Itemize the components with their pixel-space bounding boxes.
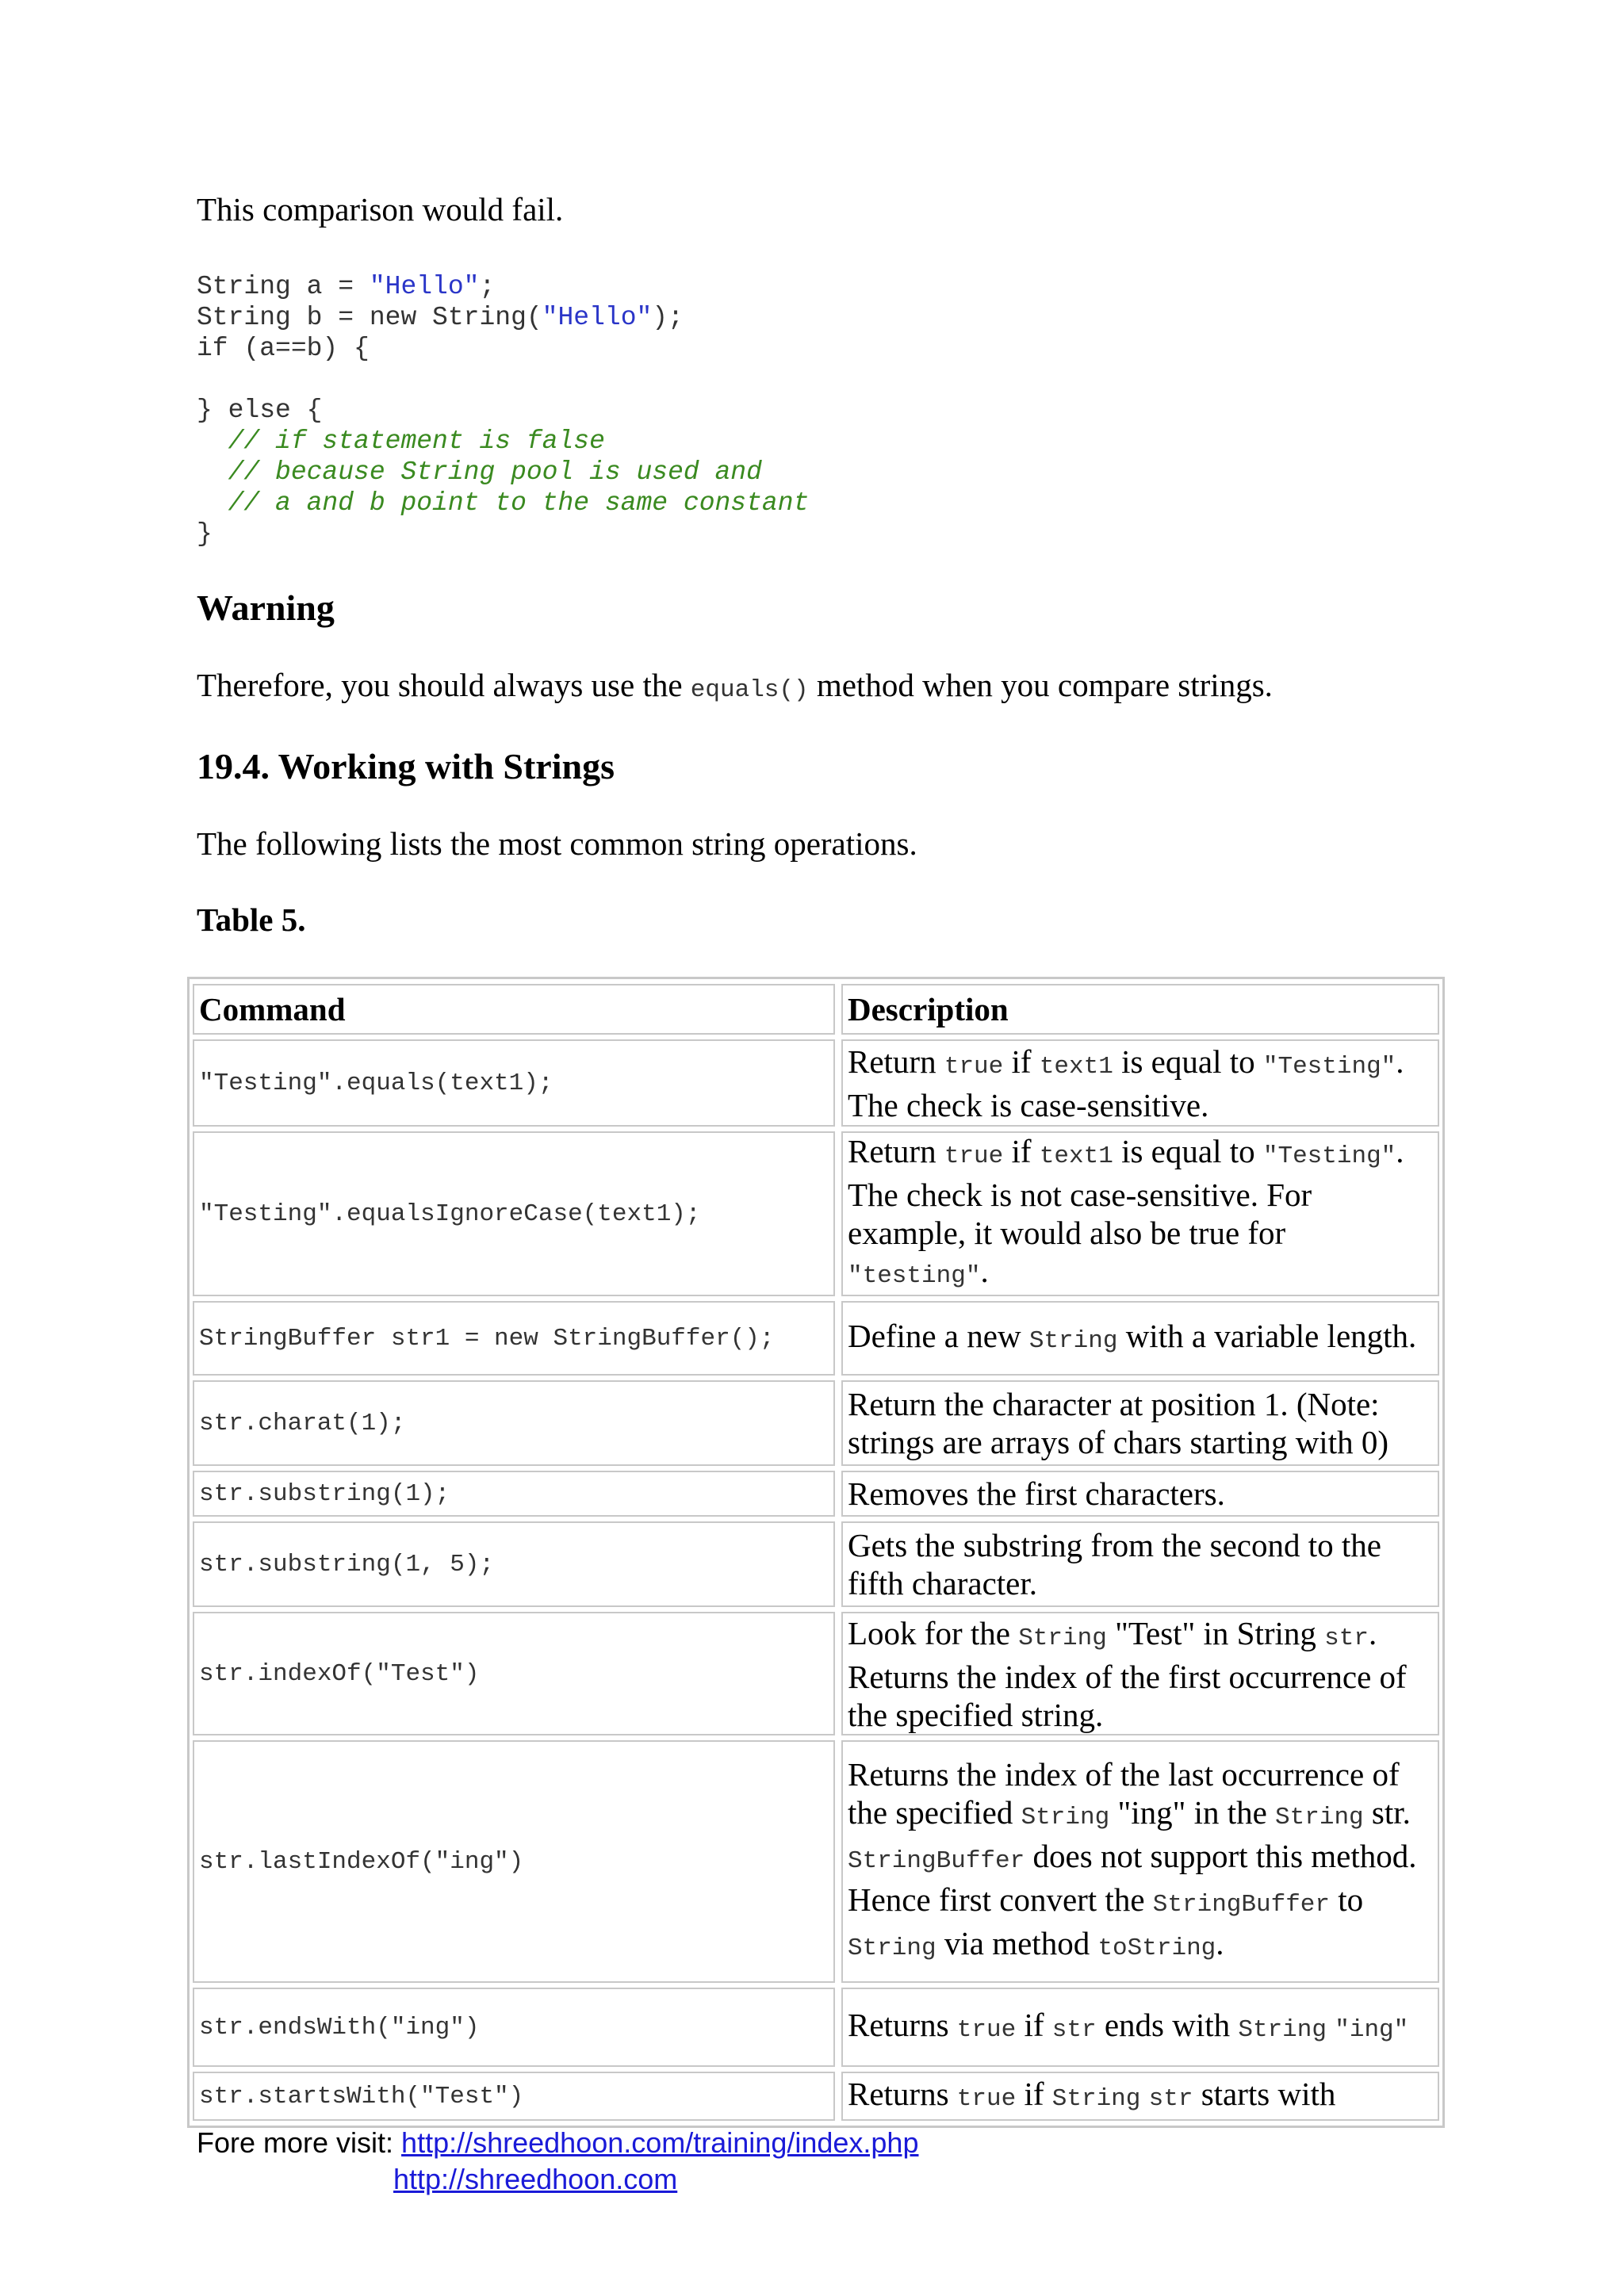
description-text: [848, 2006, 1408, 2049]
description-cell: [841, 1740, 1439, 1983]
command-cell: str.charat(1);: [193, 1380, 835, 1466]
table-row: [193, 1039, 1439, 1127]
command-cell: str.lastIndexOf("ing"): [193, 1740, 835, 1983]
table-row: [193, 1612, 1439, 1735]
description-text: [848, 1385, 1433, 1461]
command-cell: str.indexOf("Test"): [193, 1612, 835, 1735]
warning-paragraph: [197, 666, 1273, 704]
description-cell: [841, 1471, 1439, 1517]
section-intro: The following lists the most common string operations.: [197, 825, 917, 862]
table-caption: Table 5.: [197, 901, 306, 938]
inline-code: true: [956, 2084, 1017, 2113]
description-segment: . Returns the index of the first occurrence of the specified string.: [848, 1614, 1407, 1733]
code-comment: // a and b point to the same constant: [197, 488, 810, 518]
description-segment: if: [1016, 2075, 1052, 2112]
description-segment: Gets the substring from the second to the fifth character.: [848, 1527, 1381, 1601]
description-segment: str.: [1363, 1794, 1411, 1831]
command-cell: StringBuffer str1 = new StringBuffer();: [193, 1301, 835, 1376]
description-segment: ends with: [1096, 2006, 1239, 2043]
table-row: [193, 1301, 1439, 1376]
description-segment: .: [1216, 1925, 1224, 1961]
inline-code: text1: [1039, 1052, 1113, 1081]
description-text: [848, 1614, 1433, 1734]
description-segment: [1140, 2076, 1148, 2112]
inline-code: String: [1018, 1624, 1107, 1652]
description-segment: is equal to: [1113, 1043, 1263, 1080]
description-segment: if: [1003, 1043, 1040, 1080]
inline-code: "Testing": [1262, 1142, 1396, 1170]
warning-text: Therefore, you should always use the: [197, 667, 691, 703]
command-cell: str.startsWith("Test"): [193, 2072, 835, 2121]
description-segment: Return: [848, 1043, 944, 1080]
inline-code: "Testing": [1262, 1052, 1396, 1081]
inline-code: true: [944, 1142, 1004, 1170]
inline-code: str: [1148, 2084, 1193, 2113]
table-row: [193, 1131, 1439, 1296]
table-row: [193, 1471, 1439, 1517]
description-segment: starts with: [1193, 2075, 1336, 2112]
warning-text: method when you compare strings.: [808, 667, 1273, 703]
description-text: [848, 1755, 1433, 1968]
description-text: [848, 2075, 1335, 2118]
command-cell: str.substring(1);: [193, 1471, 835, 1517]
intro-paragraph: This comparison would fail.: [197, 191, 564, 228]
command-cell: "Testing".equals(text1);: [193, 1039, 835, 1127]
table-row: [193, 2072, 1439, 2121]
description-text: [848, 1526, 1433, 1602]
description-segment: Removes the first characters.: [848, 1475, 1225, 1512]
inline-code: str: [1324, 1624, 1369, 1652]
description-segment: Define a new: [848, 1317, 1029, 1354]
description-cell: [841, 1039, 1439, 1127]
description-segment: Return the character at position 1. (Note: strings are arrays of chars starting with 0): [848, 1386, 1388, 1460]
inline-code: true: [944, 1052, 1004, 1081]
table-header-row: [193, 984, 1439, 1035]
string-operations-table: [187, 977, 1445, 2128]
table-row: [193, 1740, 1439, 1983]
code-text: } else {: [197, 396, 323, 425]
description-text: [848, 1132, 1433, 1295]
description-segment: to: [1330, 1881, 1364, 1918]
inline-code: StringBuffer: [848, 1847, 1025, 1875]
command-cell: "Testing".equalsIgnoreCase(text1);: [193, 1131, 835, 1296]
footer-link-training[interactable]: http://shreedhoon.com/training/index.php: [401, 2126, 919, 2159]
code-text: );: [652, 303, 684, 332]
description-segment: Returns: [848, 2006, 957, 2043]
description-cell: [841, 1521, 1439, 1607]
description-segment: if: [1016, 2006, 1052, 2043]
description-cell: [841, 1380, 1439, 1466]
description-cell: [841, 1131, 1439, 1296]
footer-label: Fore more visit:: [197, 2126, 402, 2159]
description-segment: does not support this method. Hence first convert the: [848, 1838, 1417, 1918]
section-heading: 19.4. Working with Strings: [197, 746, 615, 786]
description-segment: Returns the index of the last occurrence of the specified: [848, 1756, 1400, 1831]
header-command: Command: [193, 984, 835, 1035]
inline-code: String: [1028, 1326, 1118, 1355]
inline-code: String: [1021, 1804, 1110, 1831]
footer: [197, 2125, 918, 2198]
description-segment: Look for the: [848, 1614, 1019, 1651]
inline-code: equals(): [690, 676, 809, 704]
description-text: [848, 1317, 1416, 1360]
description-segment: if: [1003, 1133, 1040, 1169]
description-segment: Return: [848, 1133, 944, 1169]
inline-code: String: [1275, 1804, 1364, 1831]
code-text: if (a==b) {: [197, 334, 370, 363]
inline-code: str: [1051, 2015, 1097, 2044]
inline-code: text1: [1039, 1142, 1113, 1170]
description-segment: is equal to: [1113, 1133, 1263, 1169]
table-row: [193, 1988, 1439, 2067]
inline-code: String: [1051, 2084, 1141, 2113]
code-comment: // if statement is false: [197, 427, 605, 456]
code-text: }: [197, 519, 213, 549]
description-segment: .: [980, 1253, 989, 1289]
code-block: [197, 271, 809, 549]
table-row: [193, 1380, 1439, 1466]
description-cell: [841, 1301, 1439, 1376]
header-description: Description: [841, 984, 1439, 1035]
description-text: [848, 1475, 1225, 1513]
code-string: "Hello": [369, 272, 480, 301]
description-segment: with a variable length.: [1117, 1317, 1417, 1354]
description-segment: via method: [936, 1925, 1098, 1961]
code-text: ;: [479, 272, 496, 301]
inline-code: "ing": [1335, 2015, 1409, 2044]
inline-code: true: [956, 2015, 1017, 2044]
footer-link-home[interactable]: http://shreedhoon.com: [393, 2163, 678, 2195]
inline-code: toString: [1097, 1934, 1216, 1962]
inline-code: String: [1238, 2015, 1327, 2044]
table-row: [193, 1521, 1439, 1607]
description-segment: "Test" in String: [1106, 1614, 1325, 1651]
description-segment: . The check is not case-sensitive. For example, it would also be true for: [848, 1133, 1404, 1251]
inline-code: String: [848, 1934, 936, 1962]
command-cell: str.endsWith("ing"): [193, 1988, 835, 2067]
description-cell: [841, 2072, 1439, 2121]
description-text: [848, 1043, 1433, 1124]
description-segment: Returns: [848, 2075, 957, 2112]
description-segment: . The check is case-sensitive.: [848, 1043, 1404, 1123]
description-segment: "ing" in the: [1109, 1794, 1276, 1831]
warning-heading: Warning: [197, 587, 335, 628]
description-cell: [841, 1988, 1439, 2067]
code-string: "Hello": [542, 303, 653, 332]
code-comment: // because String pool is used and: [197, 457, 762, 487]
code-text: String b = new String(: [197, 303, 542, 332]
description-segment: [1327, 2007, 1335, 2043]
inline-code: "testing": [848, 1262, 981, 1290]
code-text: String a =: [197, 272, 370, 301]
inline-code: StringBuffer: [1152, 1891, 1331, 1919]
command-cell: str.substring(1, 5);: [193, 1521, 835, 1607]
description-cell: [841, 1612, 1439, 1735]
